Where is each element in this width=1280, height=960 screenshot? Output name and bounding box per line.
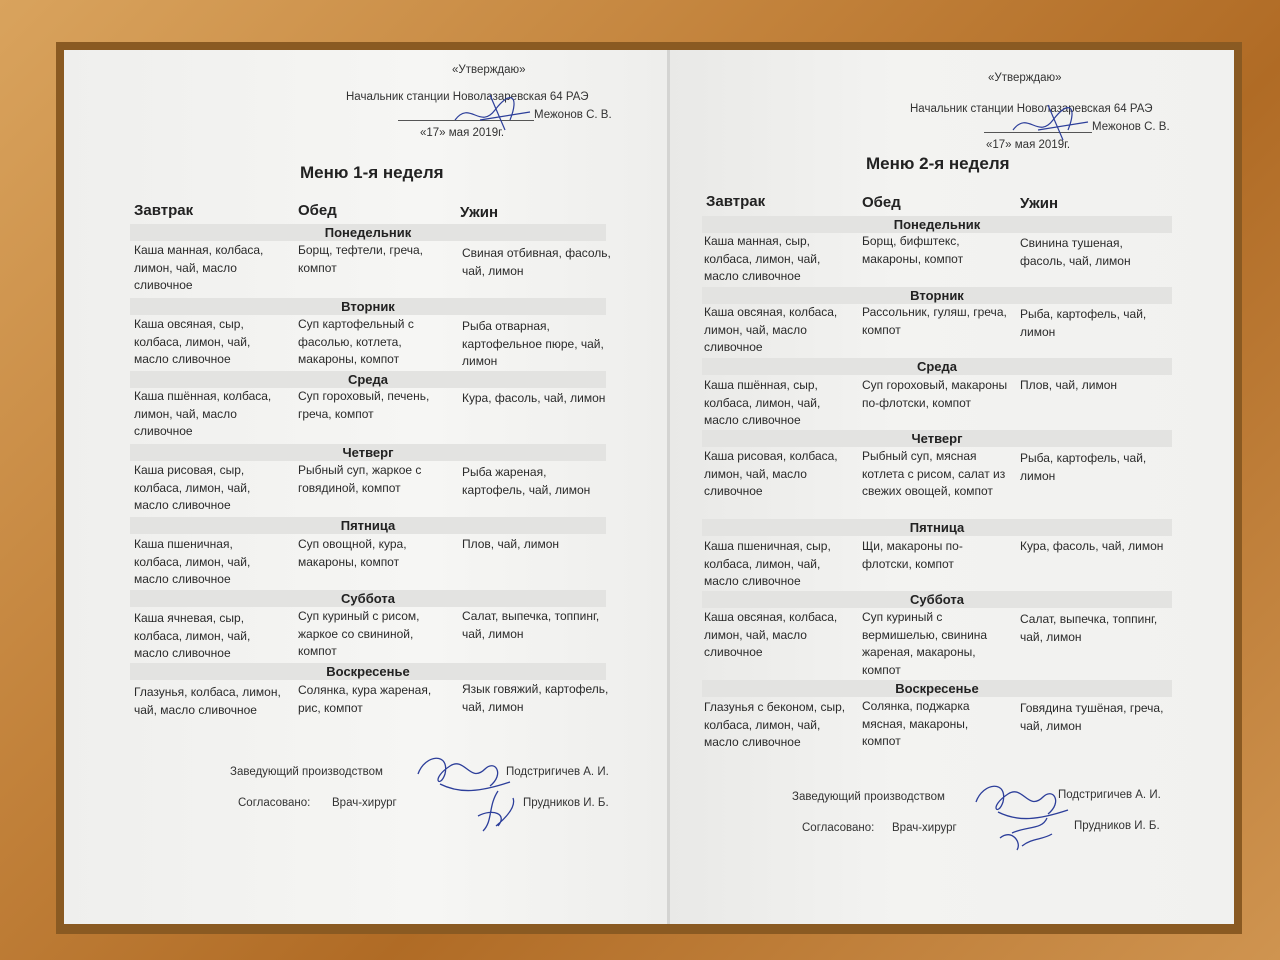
breakfast-thursday: Каша рисовая, сыр, колбаса, лимон, чай, масло сливочное xyxy=(134,463,251,512)
lunch-friday: Щи, макароны по-флотски, компот xyxy=(862,539,963,571)
menu-week-2-page xyxy=(670,50,1234,924)
manager-label: Заведующий производством xyxy=(792,791,945,803)
dinner-tuesday: Рыба, картофель, чай, лимон xyxy=(1020,307,1147,339)
approval-date: «17» мая 2019г. xyxy=(420,127,505,139)
station-chief-name: Межонов С. В. xyxy=(1092,121,1170,133)
day-header-saturday: Суббота xyxy=(702,591,1172,608)
agreed-label: Согласовано: xyxy=(238,797,311,809)
manager-label: Заведующий производством xyxy=(230,766,383,778)
station-chief-position: Начальник станции Новолазаревская 64 РАЭ xyxy=(910,103,1153,115)
lunch-monday: Борщ, бифштекс, макароны, компот xyxy=(862,234,964,266)
station-chief-name: Межонов С. В. xyxy=(534,109,612,121)
day-header-saturday: Суббота xyxy=(130,590,606,607)
day-header-thursday: Четверг xyxy=(702,430,1172,447)
column-lunch: Обед xyxy=(862,194,901,211)
day-header-friday: Пятница xyxy=(702,519,1172,536)
manager-name: Подстригичев А. И. xyxy=(1058,789,1161,801)
surgeon-label: Врач-хирург xyxy=(332,797,397,809)
menu-week-1-page xyxy=(64,50,668,924)
dinner-tuesday: Рыба отварная, картофельное пюре, чай, лимон xyxy=(462,319,604,368)
dinner-saturday: Салат, выпечка, топпинг, чай, лимон xyxy=(462,609,600,641)
dinner-thursday: Рыба жареная, картофель, чай, лимон xyxy=(462,465,591,497)
lunch-sunday: Солянка, кура жареная, рис, компот xyxy=(298,683,432,715)
lunch-tuesday: Суп картофельный с фасолью, котлета, макароны, компот xyxy=(298,317,414,366)
breakfast-sunday: Глазунья с беконом, сыр, колбаса, лимон, чай, масло сливочное xyxy=(704,700,846,749)
dinner-wednesday: Кура, фасоль, чай, лимон xyxy=(462,391,606,405)
column-breakfast: Завтрак xyxy=(134,202,194,219)
breakfast-monday: Каша манная, сыр, колбаса, лимон, чай, масло сливочное xyxy=(704,234,821,283)
approval-date: «17» мая 2019г. xyxy=(986,139,1071,151)
approve-label: «Утверждаю» xyxy=(452,64,526,76)
manager-name: Подстригичев А. И. xyxy=(506,766,609,778)
surgeon-name: Прудников И. Б. xyxy=(1074,820,1160,832)
breakfast-sunday: Глазунья, колбаса, лимон, чай, масло сливочное xyxy=(134,685,281,717)
day-header-sunday: Воскресенье xyxy=(702,680,1172,697)
approval-signature-icon xyxy=(1008,100,1098,150)
day-header-thursday: Четверг xyxy=(130,444,606,461)
day-header-sunday: Воскресенье xyxy=(130,663,606,680)
lunch-tuesday: Рассольник, гуляш, греча, компот xyxy=(862,305,1007,337)
day-header-tuesday: Вторник xyxy=(702,287,1172,304)
breakfast-tuesday: Каша овсяная, колбаса, лимон, чай, масло сливочное xyxy=(704,305,838,354)
day-header-friday: Пятница xyxy=(130,517,606,534)
approve-label: «Утверждаю» xyxy=(988,72,1062,84)
surgeon-signature-icon xyxy=(992,808,1062,856)
lunch-saturday: Суп куриный с рисом, жаркое со свининой, компот xyxy=(298,609,420,658)
lunch-saturday: Суп куриный с вермишелью, свинина жареная, макароны, компот xyxy=(862,610,988,677)
dinner-sunday: Язык говяжий, картофель, чай, лимон xyxy=(462,682,609,714)
dinner-monday: Свинина тушеная, фасоль, чай, лимон xyxy=(1020,236,1131,268)
dinner-monday: Свиная отбивная, фасоль, чай, лимон xyxy=(462,246,611,278)
breakfast-monday: Каша манная, колбаса, лимон, чай, масло сливочное xyxy=(134,243,264,292)
dinner-friday: Плов, чай, лимон xyxy=(462,537,560,551)
breakfast-thursday: Каша рисовая, колбаса, лимон, чай, масло сливочное xyxy=(704,449,838,498)
lunch-wednesday: Суп гороховый, макароны по-флотски, компот xyxy=(862,378,1008,410)
day-header-monday: Понедельник xyxy=(702,216,1172,233)
page-title: Меню 1-я неделя xyxy=(300,163,444,182)
dinner-friday: Кура, фасоль, чай, лимон xyxy=(1020,539,1164,553)
lunch-sunday: Солянка, поджарка мясная, макароны, компот xyxy=(862,699,970,748)
column-breakfast: Завтрак xyxy=(706,193,766,210)
column-dinner: Ужин xyxy=(460,204,499,221)
breakfast-wednesday: Каша пшённая, колбаса, лимон, чай, масло сливочное xyxy=(134,389,272,438)
day-header-tuesday: Вторник xyxy=(130,298,606,315)
lunch-wednesday: Суп гороховый, печень, греча, компот xyxy=(298,389,430,421)
surgeon-label: Врач-хирург xyxy=(892,822,957,834)
day-header-wednesday: Среда xyxy=(130,371,606,388)
station-chief-position: Начальник станции Новолазаревская 64 РАЭ xyxy=(346,91,589,103)
breakfast-wednesday: Каша пшённая, сыр, колбаса, лимон, чай, масло сливочное xyxy=(704,378,821,427)
breakfast-friday: Каша пшеничная, сыр, колбаса, лимон, чай, масло сливочное xyxy=(704,539,831,588)
dinner-sunday: Говядина тушёная, греча, чай, лимон xyxy=(1020,701,1164,733)
surgeon-signature-icon xyxy=(468,786,528,836)
lunch-thursday: Рыбный суп, мясная котлета с рисом, салат из свежих овощей, компот xyxy=(862,449,1006,498)
lunch-monday: Борщ, тефтели, греча, компот xyxy=(298,243,424,275)
approval-signature-icon xyxy=(450,90,540,140)
breakfast-tuesday: Каша овсяная, сыр, колбаса, лимон, чай, масло сливочное xyxy=(134,317,251,366)
framed-documents xyxy=(64,50,1234,924)
column-dinner: Ужин xyxy=(1020,195,1059,212)
day-header-wednesday: Среда xyxy=(702,358,1172,375)
dinner-saturday: Салат, выпечка, топпинг, чай, лимон xyxy=(1020,612,1158,644)
breakfast-saturday: Каша ячневая, сыр, колбаса, лимон, чай, масло сливочное xyxy=(134,611,251,660)
page-title: Меню 2-я неделя xyxy=(866,154,1010,173)
breakfast-saturday: Каша овсяная, колбаса, лимон, чай, масло сливочное xyxy=(704,610,838,659)
day-header-monday: Понедельник xyxy=(130,224,606,241)
column-lunch: Обед xyxy=(298,202,337,219)
lunch-friday: Суп овощной, кура, макароны, компот xyxy=(298,537,407,569)
breakfast-friday: Каша пшеничная, колбаса, лимон, чай, масло сливочное xyxy=(134,537,251,586)
agreed-label: Согласовано: xyxy=(802,822,875,834)
surgeon-name: Прудников И. Б. xyxy=(523,797,609,809)
lunch-thursday: Рыбный суп, жаркое с говядиной, компот xyxy=(298,463,422,495)
dinner-wednesday: Плов, чай, лимон xyxy=(1020,378,1118,392)
dinner-thursday: Рыба, картофель, чай, лимон xyxy=(1020,451,1147,483)
